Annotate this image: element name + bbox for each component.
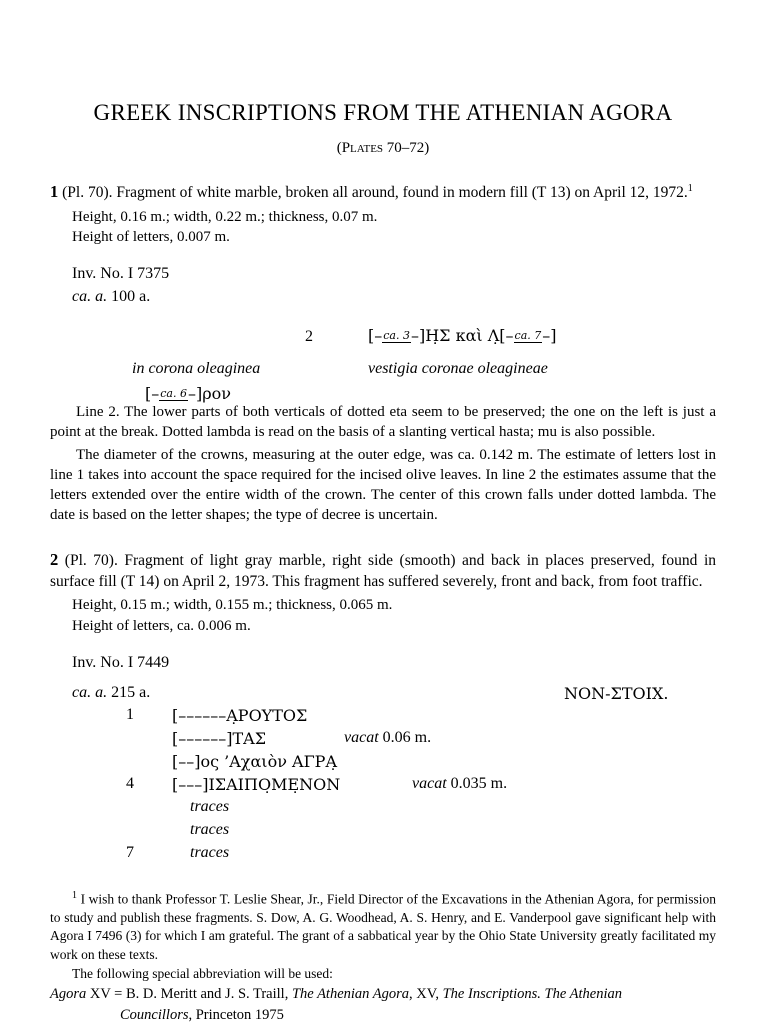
footnote-1-text: I wish to thank Professor T. Leslie Shear, Jr., Field Director of the Excavations in the Athenian Agora, for permission to study and publish these fragments. S. Dow, A. G. Woodhead, A. S. Henry, and E. Vanderpool gave significant help with Agora I 7496 (3) for which I am grateful. The grant of a sabbatical year by the Ohio State University greatly facilitated my work on these texts. [50, 891, 717, 963]
restoration-estimate-2: ca. 7 [514, 329, 542, 343]
line-number: 1 [126, 705, 134, 723]
inscription-2-row [72, 706, 716, 729]
line-text: traces [190, 843, 230, 861]
line-text: traces [190, 820, 230, 838]
plates-label: Plates [341, 140, 384, 156]
footnote-2: The following special abbreviation will be used: [72, 965, 333, 981]
inscription-2-row [72, 798, 716, 821]
entry-1-commentary-1: Line 2. The lower parts of both verticals of dotted eta seem to be preserved; the one on the left is just a point at the break. Dotted lambda is read on the basis of a slanting vertical hasta; mu is also possible. [50, 404, 716, 441]
footnote-1 [50, 889, 716, 965]
footnote-1-marker: 1 [72, 889, 77, 901]
inscription-2-row [72, 844, 716, 867]
entry-2-date-prefix: ca. a. [72, 683, 108, 701]
abbrev-line-2-italic: Councillors [120, 1006, 189, 1023]
inscription-2-text [72, 684, 716, 867]
inscription-1-line-2 [368, 326, 557, 345]
plates-line: (Plates 70–72) [336, 140, 430, 156]
inscription-1-ron-post: –]ρον [187, 384, 231, 404]
line-text: traces [190, 797, 230, 815]
line-text: [–––]ΙΣΑΙΠΟ̣ΜΕ̣ΝΟΝ [172, 774, 341, 794]
line-vacat: vacat 0.035 m. [412, 774, 508, 792]
plates-range: 70–72 [386, 140, 425, 156]
line-vacat: vacat 0.06 m. [344, 728, 432, 746]
entry-2-date [72, 684, 150, 701]
inscription-1-pre: [– [368, 326, 383, 346]
inscription-1-post: –] [542, 326, 557, 346]
abbrev-line-2-plain: , Princeton 1975 [188, 1006, 284, 1023]
inscription-2-row [72, 752, 716, 775]
inscription-2-header [72, 684, 716, 706]
non-stoichedon-label: NON-ΣΤΟΙΧ. [564, 683, 669, 703]
inscription-1-ron-pre: [– [145, 384, 160, 404]
entry-1-inventory-block [72, 262, 716, 308]
entry-2-head-text: (Pl. 70). Fragment of light gray marble, right side (smooth) and back in places preserved, found in surface fill (T 14) on April 2, 1973. This fragment has suffered severely, front and back, from foot traffic. [50, 551, 717, 590]
entry-1-inventory: Inv. No. I 7375 [72, 264, 170, 282]
corona-left-label: in corona oleaginea [132, 360, 261, 378]
line-text: [––––––Α̣ΡΟΥΤΟΣ [172, 705, 308, 725]
entry-1-measurement-1: Height, 0.16 m.; width, 0.22 m.; thickness, 0.07 m. [72, 208, 378, 225]
inscription-2-row [72, 775, 716, 798]
line-number: 4 [126, 774, 134, 792]
entry-1-heading [50, 181, 716, 204]
abbrev-plain-1: XV = B. D. Meritt and J. S. Traill, [89, 986, 292, 1003]
entry-2-heading [50, 549, 716, 592]
page-title: GREEK INSCRIPTIONS FROM THE ATHENIAN AGORA [93, 100, 673, 125]
entry-2-date-rest: 215 a. [111, 683, 151, 701]
entry-2-measurement-2: Height of letters, ca. 0.006 m. [72, 617, 251, 634]
entry-1-head-text: (Pl. 70). Fragment of white marble, broken all around, found in modern fill (T 13) on April 12, 1972. [62, 184, 688, 201]
line-text: [––––––]ΤΑΣ [172, 728, 267, 748]
inscription-1-line-number: 2 [305, 328, 313, 346]
entry-1-date [72, 285, 716, 308]
inscription-2-row [72, 821, 716, 844]
abbreviation-entry [50, 984, 716, 1025]
corona-right-label: vestigia coronae oleagineae [368, 360, 548, 378]
entry-1-commentary-2: The diameter of the crowns, measuring at the outer edge, was ca. 0.142 m. The estimate of letters lost in line 1 takes into account the space required for the incised olive leaves. In line 2 the estimates assume that the letters extended over the entire width of the crown. The center of this crown falls under dotted lambda. The date is based on the letter shapes; the type of decree is uncertain. [50, 446, 716, 523]
inscription-1-mid: –]Η̣Σ καὶ Λ̣[– [410, 326, 514, 346]
abbrev-title-2: The Inscriptions. The Athenian [442, 986, 622, 1003]
entry-1-footnote-marker: 1 [687, 182, 693, 194]
line-text: [––]ος ’Αχαιὸν ΑΓΡΑ̣ [172, 751, 337, 771]
line-number: 7 [126, 843, 134, 861]
abbrev-title-1: The Athenian Agora [291, 986, 410, 1003]
restoration-estimate-1: ca. 3 [383, 329, 410, 343]
entry-2-inventory: Inv. No. I 7449 [72, 653, 170, 671]
restoration-estimate-3: ca. 6 [160, 387, 187, 401]
abbrev-line-2 [50, 1005, 716, 1025]
abbrev-mid: , XV, [409, 986, 443, 1003]
inscription-1-line-1 [145, 384, 231, 403]
entry-1-date-prefix: ca. a. [72, 288, 108, 306]
entry-2-measurement-1: Height, 0.15 m.; width, 0.155 m.; thickness, 0.065 m. [72, 597, 393, 614]
entry-1-number: 1 [50, 182, 59, 201]
inscription-2-row [72, 729, 716, 752]
entry-1-date-rest: 100 a. [111, 288, 151, 306]
inscription-1-text [50, 316, 716, 404]
entry-2-number: 2 [50, 549, 59, 569]
entry-1-measurement-2: Height of letters, 0.007 m. [72, 229, 230, 246]
abbrev-agora: Agora [50, 986, 87, 1003]
entry-2-inventory-block [72, 651, 716, 674]
article-body [50, 100, 716, 1025]
